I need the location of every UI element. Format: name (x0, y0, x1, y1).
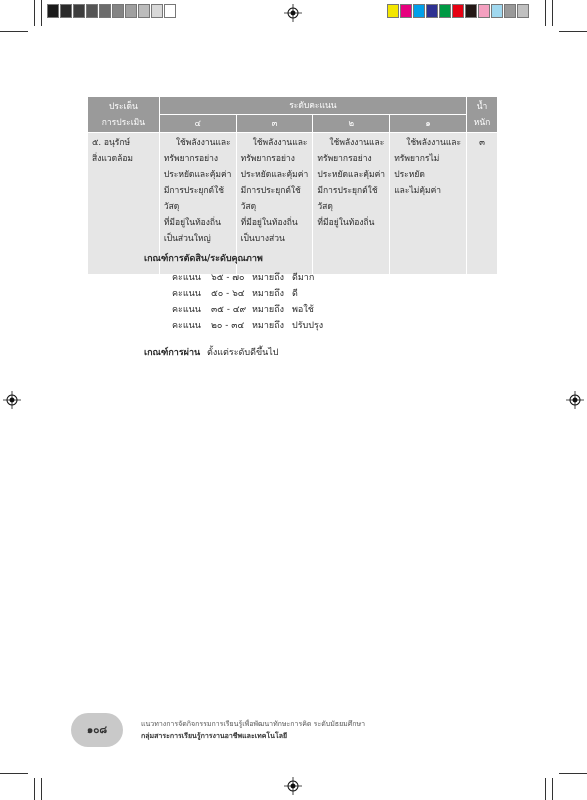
score-label: คะแนน (172, 305, 201, 315)
color-swatch (99, 4, 111, 18)
color-swatch (387, 4, 399, 18)
footer-subject-group: กลุ่มสาระการเรียนรู้การงานอาชีพและเทคโนโลยี (141, 731, 288, 740)
level-header-4: ๔ (159, 115, 236, 133)
cell-line: มีการประยุกต์ใช้วัสดุ (317, 186, 378, 212)
cell-line: ที่มีอยู่ในท้องถิ่น (163, 218, 221, 228)
color-swatch (517, 4, 529, 18)
cell-line: เป็นบางส่วน (240, 234, 285, 244)
footer-book-title: แนวทางการจัดกิจกรรมการเรียนรู้เพื่อพัฒนาทักษะการคิด ระดับมัธยมศึกษา (141, 720, 366, 728)
weight-cell: ๓ (467, 133, 498, 275)
meaning-label: หมายถึง (252, 321, 285, 331)
color-swatch (439, 4, 451, 18)
criteria-column-header (88, 97, 160, 133)
registration-mark-top-icon (284, 4, 302, 22)
level2-cell (313, 133, 390, 275)
cell-line: ทรัพยากรอย่าง (163, 154, 219, 164)
score-range: ๕๐ - ๖๔ (211, 289, 245, 299)
process-color-bar (387, 4, 530, 18)
color-swatch (164, 4, 176, 18)
score-label: คะแนน (172, 289, 201, 299)
registration-mark-bottom-icon (284, 777, 302, 795)
quality-level: ปรับปรุง (292, 321, 324, 331)
color-swatch (60, 4, 72, 18)
quality-level: ดี (292, 289, 298, 299)
meaning-label: หมายถึง (252, 273, 285, 283)
color-swatch (151, 4, 163, 18)
cell-line: ใช้พลังงานและ (329, 138, 385, 148)
color-swatch (413, 4, 425, 18)
level-header-3: ๓ (236, 115, 313, 133)
pass-heading: เกณฑ์การผ่าน (144, 348, 201, 358)
cell-line: เป็นส่วนใหญ่ (163, 234, 211, 244)
cell-line: ที่มีอยู่ในท้องถิ่น (240, 218, 298, 228)
color-swatch (426, 4, 438, 18)
pass-text: ตั้งแต่ระดับดีขึ้นไป (207, 348, 279, 358)
crop-mark-top-right-h (559, 31, 587, 32)
color-swatch (504, 4, 516, 18)
crop-mark-top-left-v2 (41, 0, 42, 26)
color-swatch (138, 4, 150, 18)
cell-line: ใช้พลังงานและ (175, 138, 231, 148)
quality-level: ดีมาก (292, 273, 315, 283)
meaning-label: หมายถึง (252, 289, 285, 299)
criteria-row (0, 270, 587, 286)
color-swatch (112, 4, 124, 18)
crop-mark-bottom-left-v (34, 778, 35, 800)
score-range: ๒๐ - ๓๔ (211, 321, 245, 331)
crop-mark-bottom-left-h (0, 773, 28, 774)
cell-line: ใช้พลังงานและ (252, 138, 308, 148)
score-range: ๓๕ - ๔๙ (211, 305, 247, 315)
cell-line: ทรัพยากรอย่าง (317, 154, 372, 164)
score-label: คะแนน (172, 321, 201, 331)
registration-mark-left-icon (3, 391, 21, 409)
color-swatch (491, 4, 503, 18)
score-range: ๖๕ - ๗๐ (211, 273, 245, 283)
criteria-header-line2: การประเมิน (101, 117, 146, 128)
level-header-2: ๒ (313, 115, 390, 133)
cell-line: ทรัพยากรไม่ประหยัด (394, 154, 440, 180)
crop-mark-top-right-v (545, 0, 546, 26)
quality-level: พอใช้ (292, 305, 314, 315)
crop-mark-bottom-right-h (559, 773, 587, 774)
page-number: ๑๐๘ (86, 724, 108, 736)
cell-line: ที่มีอยู่ในท้องถิ่น (317, 218, 375, 228)
grayscale-color-bar (47, 4, 177, 18)
criteria-row (0, 302, 587, 318)
color-swatch (465, 4, 477, 18)
crop-mark-top-right-v2 (552, 0, 553, 26)
crop-mark-top-left-h (0, 31, 28, 32)
weight-column-header: น้ำหนัก (467, 97, 498, 133)
crop-mark-bottom-left-v2 (41, 778, 42, 800)
color-swatch (73, 4, 85, 18)
cell-line: ใช้พลังงานและ (406, 138, 462, 148)
color-swatch (125, 4, 137, 18)
meaning-label: หมายถึง (252, 305, 285, 315)
criteria-row (0, 318, 587, 334)
level1-cell (390, 133, 467, 275)
criteria-row (0, 286, 587, 302)
cell-line: ประหยัดและคุ้มค่า (317, 170, 386, 180)
cell-line: และไม่คุ้มค่า (394, 186, 442, 196)
cell-line: ประหยัดและคุ้มค่า (163, 170, 232, 180)
color-swatch (478, 4, 490, 18)
registration-mark-right-icon (566, 391, 584, 409)
page-number-badge (71, 713, 123, 747)
rubric-table (87, 96, 498, 275)
color-swatch (47, 4, 59, 18)
cell-line: ทรัพยากรอย่าง (240, 154, 295, 164)
level-header-1: ๑ (390, 115, 467, 133)
pass-criteria (0, 345, 587, 361)
color-swatch (452, 4, 464, 18)
cell-line: มีการประยุกต์ใช้วัสดุ (163, 186, 224, 212)
criteria-line: สิ่งแวดล้อม (92, 154, 134, 164)
criteria-header-line1: ประเด็น (109, 101, 138, 112)
crop-mark-top-left-v (34, 0, 35, 26)
crop-mark-bottom-right-v (545, 778, 546, 800)
criteria-line: ๕. อนุรักษ์ (92, 138, 131, 148)
crop-mark-bottom-right-v2 (552, 778, 553, 800)
score-label: คะแนน (172, 273, 201, 283)
color-swatch (400, 4, 412, 18)
color-swatch (86, 4, 98, 18)
levels-column-header: ระดับคะแนน (159, 97, 466, 115)
criteria-heading: เกณฑ์การตัดสิน/ระดับคุณภาพ (144, 254, 263, 264)
cell-line: มีการประยุกต์ใช้วัสดุ (240, 186, 301, 212)
cell-line: ประหยัดและคุ้มค่า (240, 170, 309, 180)
